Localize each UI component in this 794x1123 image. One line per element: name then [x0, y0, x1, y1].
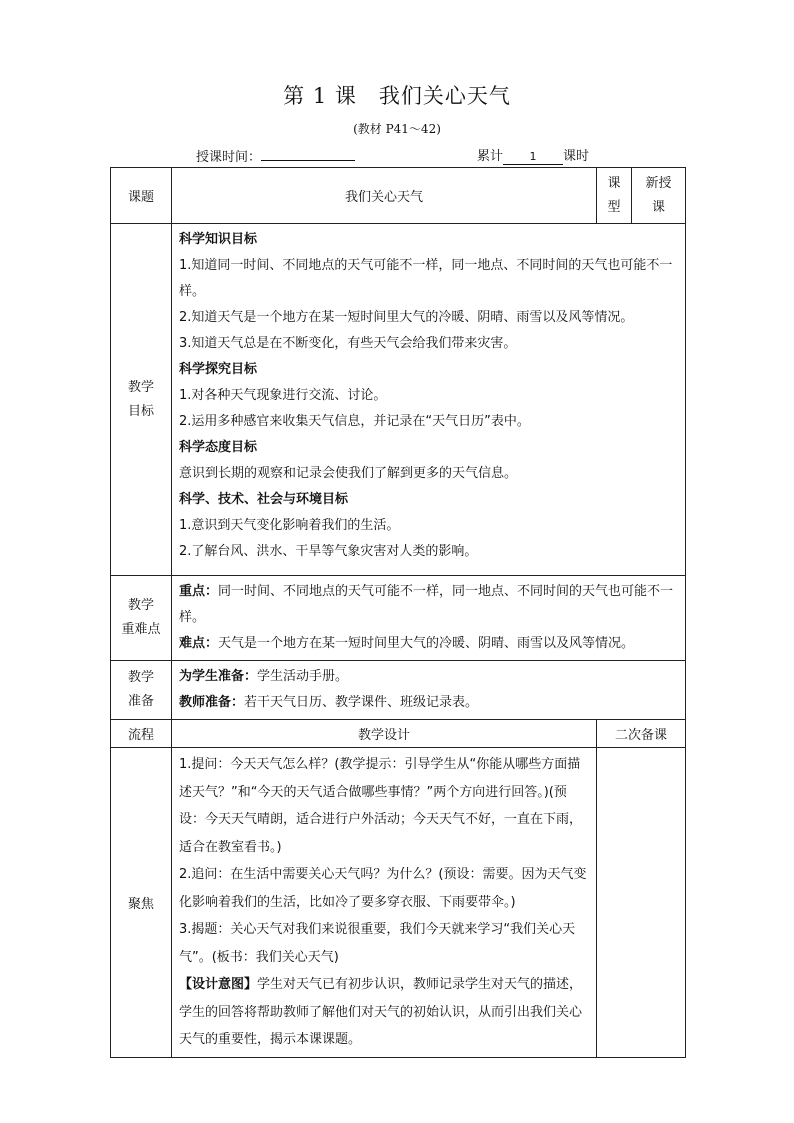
lesson-type-value-line1: 新授 — [645, 175, 672, 191]
lesson-type-label-line2: 型 — [607, 199, 621, 215]
knowledge-item-3: 3.知道天气总是在不断变化，有些天气会给我们带来灾害。 — [179, 336, 517, 351]
topic-row — [111, 168, 686, 224]
cumulative-value: 1 — [503, 149, 563, 165]
design-intent — [179, 971, 590, 1054]
sts-heading: 科学、技术、社会与环境目标 — [179, 492, 349, 507]
student-prep-text: 学生活动手册。 — [257, 669, 349, 684]
topic-label: 课题 — [111, 168, 172, 224]
objectives-label-line1: 教学 — [127, 379, 154, 395]
lesson-type-value — [632, 168, 686, 224]
knowledge-item-2: 2.知道天气是一个地方在某一短时间里大气的冷暖、阴晴、雨雪以及风等情况。 — [179, 310, 634, 325]
second-prep-label: 二次备课 — [597, 720, 686, 748]
difficult-point — [179, 631, 679, 657]
objectives-label — [111, 224, 172, 576]
objectives-content — [172, 224, 686, 576]
lesson-plan-table — [110, 167, 686, 1058]
flow-label: 流程 — [111, 720, 172, 748]
difficult-point-text: 天气是一个地方在某一短时间里大气的冷暖、阴晴、雨雪以及风等情况。 — [218, 636, 635, 651]
objectives-row — [111, 224, 686, 576]
sts-item-2: 2.了解台风、洪水、干旱等气象灾害对人类的影响。 — [179, 544, 478, 559]
student-prep-label: 为学生准备： — [179, 669, 258, 684]
design-intent-text: 学生对天气已有初步认识，教师记录学生对天气的描述，学生的回答将帮助教师了解他们对天气的初始认识，从而引出我们关心天气的重要性，揭示本课课题。 — [179, 977, 583, 1047]
knowledge-heading: 科学知识目标 — [179, 232, 258, 247]
focus-row — [111, 748, 686, 1058]
focus-step-1: 1.提问：今天天气怎么样？(教学提示：引导学生从“你能从哪些方面描述天气？”和“今天的天气适合做哪些事情？”两个方向进行回答。)(预设：今天天气晴朗，适合进行户外活动；今天天气不好，一直在下雨，适合在教室看书。) — [179, 757, 583, 855]
prep-label — [111, 661, 172, 720]
cumulative-unit: 课时 — [563, 149, 590, 164]
sts-item-1: 1.意识到天气变化影响着我们的生活。 — [179, 518, 400, 533]
keypoints-label-line2: 重难点 — [121, 622, 161, 637]
student-prep — [179, 664, 679, 690]
design-intent-label: 【设计意图】 — [179, 977, 258, 992]
topic-value: 我们关心天气 — [172, 168, 597, 224]
prep-row — [111, 661, 686, 720]
keypoints-label-line1: 教学 — [127, 598, 154, 613]
key-point-label: 重点： — [179, 584, 219, 599]
cumulative-hours — [477, 145, 589, 165]
prep-label-line2: 准备 — [127, 694, 154, 709]
teach-time — [196, 145, 355, 165]
design-label: 教学设计 — [172, 720, 597, 748]
inquiry-item-1: 1.对各种天气现象进行交流、讨论。 — [179, 388, 387, 403]
inquiry-heading: 科学探究目标 — [179, 362, 258, 377]
attitude-item-1: 意识到长期的观察和记录会使我们了解到更多的天气信息。 — [179, 466, 518, 481]
key-point — [179, 579, 679, 631]
design-header-row — [111, 720, 686, 748]
focus-content — [172, 748, 597, 1058]
keypoints-label — [111, 576, 172, 661]
key-point-text: 同一时间、不同地点的天气可能不一样，同一地点、不同时间的天气也可能不一样。 — [179, 584, 674, 625]
teach-time-field[interactable] — [261, 145, 355, 161]
focus-label: 聚焦 — [111, 748, 172, 1058]
teacher-prep-text: 若干天气日历、教学课件、班级记录表。 — [244, 695, 479, 710]
lesson-title: 我们关心天气 — [378, 84, 511, 108]
meta-row — [0, 145, 794, 165]
prep-label-line1: 教学 — [127, 670, 154, 685]
prep-content — [172, 661, 686, 720]
focus-step-2: 2.追问：在生活中需要关心天气吗？为什么？(预设：需要。因为天气变化影响着我们的生活，比如冷了要多穿衣服、下雨要带伞。) — [179, 867, 587, 910]
page-title — [0, 80, 794, 110]
lesson-type-label — [597, 168, 632, 224]
lesson-type-value-line2: 课 — [651, 199, 665, 215]
objectives-label-line2: 目标 — [127, 403, 154, 419]
keypoints-content — [172, 576, 686, 661]
focus-step-3: 3.揭题：关心天气对我们来说很重要，我们今天就来学习“我们关心天气”。(板书：我们关心天气) — [179, 922, 576, 965]
difficult-point-label: 难点： — [179, 636, 219, 651]
lesson-number: 第 1 课 — [283, 84, 357, 108]
textbook-pages: (教材 P41～42) — [353, 122, 441, 136]
knowledge-item-1: 1.知道同一时间、不同地点的天气可能不一样，同一地点、不同时间的天气也可能不一样。 — [179, 258, 673, 299]
keypoints-row — [111, 576, 686, 661]
lesson-type-label-line1: 课 — [607, 175, 621, 191]
cumulative-label: 累计 — [477, 149, 504, 164]
teacher-prep — [179, 690, 679, 716]
inquiry-item-2: 2.运用多种感官来收集天气信息，并记录在“天气日历”表中。 — [179, 414, 530, 429]
attitude-heading: 科学态度目标 — [179, 440, 258, 455]
teach-time-label: 授课时间： — [196, 150, 262, 165]
teacher-prep-label: 教师准备： — [179, 695, 245, 710]
focus-second-prep[interactable] — [597, 748, 686, 1058]
